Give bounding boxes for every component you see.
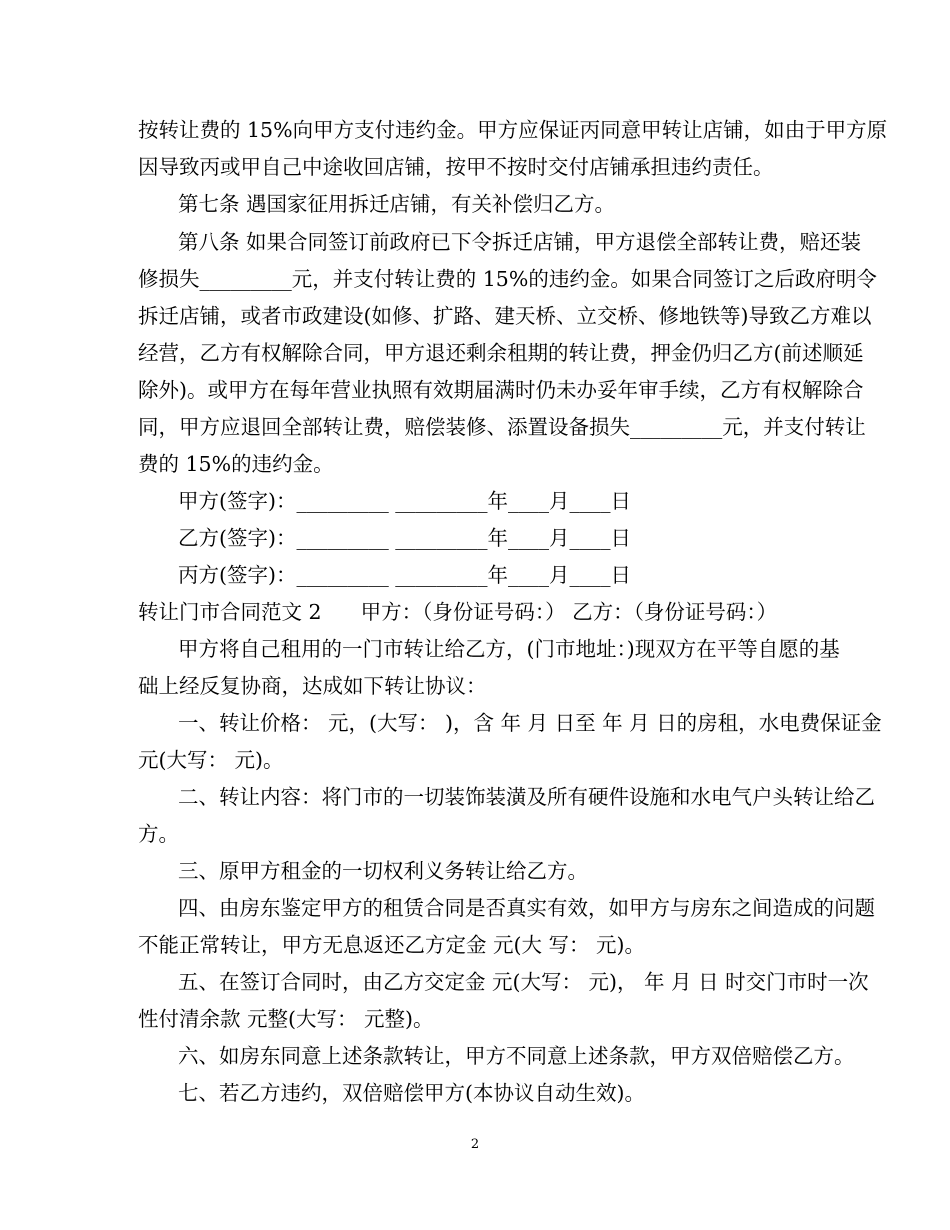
- text-line: 不能正常转让，甲方无息返还乙方定金 元(大 写： 元)。: [138, 933, 646, 957]
- text-line: 五、在签订合同时，由乙方交定金 元(大写： 元)， 年 月 日 时交门市时一次: [178, 970, 869, 994]
- text-line: 同，甲方应退回全部转让费，赔偿装修、添置设备损失_________元，并支付转让: [138, 415, 866, 439]
- signature-line: 丙方(签字)：_________ _________年____月____日: [178, 563, 632, 587]
- text-line: 二、转让内容：将门市的一切装饰装潢及所有硬件设施和水电气户头转让给乙: [178, 785, 875, 809]
- signature-line: 甲方(签字)：_________ _________年____月____日: [178, 489, 632, 513]
- text-line: 一、转让价格： 元，(大写： )，含 年 月 日至 年 月 日的房租，水电费保证金: [178, 711, 882, 735]
- text-line: 因导致丙或甲自己中途收回店铺，按甲不按时交付店铺承担违约责任。: [138, 155, 774, 179]
- text-line: 方。: [138, 822, 179, 846]
- page-number: 2: [470, 1137, 480, 1152]
- text-line: 四、由房东鉴定甲方的租赁合同是否真实有效，如甲方与房东之间造成的问题: [178, 896, 875, 920]
- text-line: 经营，乙方有权解除合同，甲方退还剩余租期的转让费，押金仍归乙方(前述顺延: [138, 341, 864, 365]
- text-line: 按转让费的 15%向甲方支付违约金。甲方应保证丙同意甲转让店铺，如由于甲方原: [138, 118, 888, 142]
- text-line: 七、若乙方违约，双倍赔偿甲方(本协议自动生效)。: [178, 1081, 645, 1105]
- text-line: 性付清余款 元整(大写： 元整)。: [138, 1007, 434, 1031]
- text-line: 除外)。或甲方在每年营业执照有效期届满时仍未办妥年审手续，乙方有权解除合: [138, 378, 864, 402]
- text-line: 三、原甲方租金的一切权利义务转让给乙方。: [178, 859, 588, 883]
- text-line: 第七条 遇国家征用拆迁店铺，有关补偿归乙方。: [178, 192, 616, 216]
- signature-line: 乙方(签字)：_________ _________年____月____日: [178, 526, 632, 550]
- text-line: 础上经反复协商，达成如下转让协议：: [138, 674, 487, 698]
- section-heading-line: 转让门市合同范文 2 甲方：（身份证号码：） 乙方：（身份证号码：）: [138, 600, 778, 624]
- text-line: 甲方将自己租用的一门市转让给乙方，(门市地址：)现双方在平等自愿的基: [178, 637, 840, 661]
- text-line: 第八条 如果合同签订前政府已下令拆迁店铺，甲方退偿全部转让费，赔还装: [178, 230, 862, 254]
- text-line: 修损失_________元，并支付转让费的 15%的违约金。如果合同签订之后政府明令: [138, 267, 877, 291]
- text-line: 拆迁店铺，或者市政建设(如修、扩路、建天桥、立交桥、修地铁等)导致乙方难以: [138, 304, 872, 328]
- text-line: 六、如房东同意上述条款转让，甲方不同意上述条款，甲方双倍赔偿乙方。: [178, 1044, 855, 1068]
- text-line: 费的 15%的违约金。: [138, 452, 334, 476]
- text-line: 元(大写： 元)。: [138, 748, 284, 772]
